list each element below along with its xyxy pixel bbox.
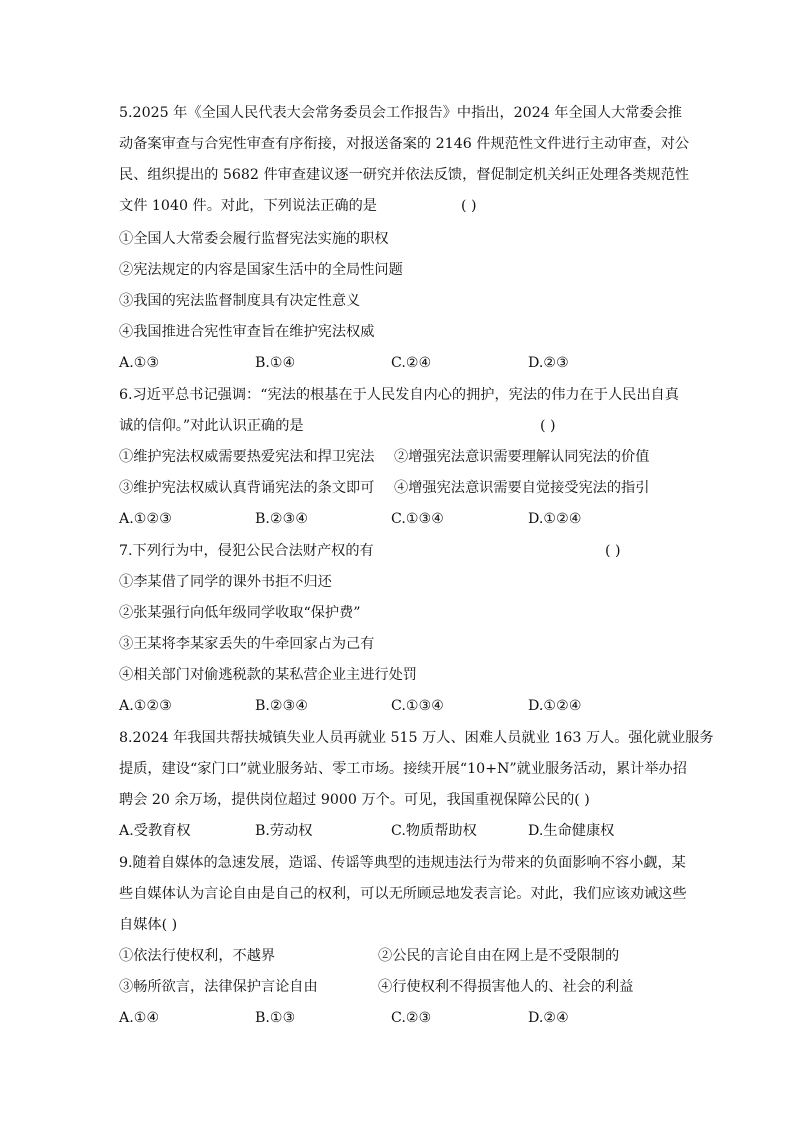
q7-choice-d: D.①②④ bbox=[528, 698, 582, 714]
q6-choice-c: C.①③④ bbox=[391, 511, 445, 527]
q5-option-4: ④我国推进合宪性审查旨在维护宪法权威 bbox=[119, 324, 375, 340]
q9-stem-line-1: 9.随着自媒体的急速发展，造谣、传谣等典型的违规违法行为带来的负面影响不容小觑，某 bbox=[119, 855, 686, 871]
q9-choice-b: B.①③ bbox=[255, 1010, 296, 1026]
q6-answer-paren: ( ) bbox=[540, 418, 556, 434]
q5-stem-line-2: 动备案审查与合宪性审查有序衔接，对报送备案的 2146 件规范性文件进行主动审查，对公 bbox=[119, 136, 690, 152]
q8-choice-d: D.生命健康权 bbox=[528, 823, 615, 839]
q6-choice-b: B.②③④ bbox=[255, 511, 309, 527]
q8-stem-line-2: 提质，建设“家门口”就业服务站、零工市场。接续开展“10+N”就业服务活动，累计举办招 bbox=[119, 761, 687, 777]
q8-stem-line-1: 8.2024 年我国共帮扶城镇失业人员再就业 515 万人、困难人员就业 163 万人。强化就业服务 bbox=[119, 730, 714, 746]
q9-option-3: ③畅所欲言，法律保护言论自由 bbox=[119, 979, 318, 995]
q5-choice-b: B.①④ bbox=[255, 355, 296, 371]
q6-choice-a: A.①②③ bbox=[119, 511, 172, 527]
q6-option-1: ①维护宪法权威需要热爱宪法和捍卫宪法 bbox=[119, 449, 375, 465]
q7-option-2: ②张某强行向低年级同学收取“保护费” bbox=[119, 605, 361, 621]
q9-choice-c: C.②③ bbox=[391, 1010, 432, 1026]
q7-option-1: ①李某借了同学的课外书拒不归还 bbox=[119, 574, 332, 590]
q8-stem-line-3: 聘会 20 余万场，提供岗位超过 9000 万个。可见，我国重视保障公民的( ) bbox=[119, 792, 590, 808]
q7-choice-b: B.②③④ bbox=[255, 698, 309, 714]
q9-choice-d: D.②④ bbox=[528, 1010, 569, 1026]
q8-choice-a: A.受教育权 bbox=[119, 823, 191, 839]
q6-stem-line-1: 6.习近平总书记强调：“宪法的根基在于人民发自内心的拥护，宪法的伟力在于人民出自真 bbox=[119, 387, 679, 403]
q7-option-4: ④相关部门对偷逃税款的某私营企业主进行处罚 bbox=[119, 667, 417, 683]
q5-choice-a: A.①③ bbox=[119, 355, 160, 371]
q9-choice-a: A.①④ bbox=[119, 1010, 160, 1026]
q5-choice-c: C.②④ bbox=[391, 355, 432, 371]
q7-answer-paren: ( ) bbox=[605, 543, 621, 559]
q8-choice-c: C.物质帮助权 bbox=[391, 823, 477, 839]
q6-option-2: ②增强宪法意识需要理解认同宪法的价值 bbox=[394, 449, 650, 465]
q5-stem-line-1: 5.2025 年《全国人民代表大会常务委员会工作报告》中指出，2024 年全国人大常委会推 bbox=[119, 105, 682, 121]
q7-choice-c: C.①③④ bbox=[391, 698, 445, 714]
q6-option-3: ③维护宪法权威认真背诵宪法的条文即可 bbox=[119, 480, 375, 496]
q5-stem-line-3: 民、组织提出的 5682 件审查建议逐一研究并依法反馈，督促制定机关纠正处理各类规范性 bbox=[119, 167, 690, 183]
q5-option-1: ①全国人大常委会履行监督宪法实施的职权 bbox=[119, 231, 389, 247]
q9-stem-line-2: 些自媒体认为言论自由是自己的权利，可以无所顾忌地发表言论。对此，我们应该劝诫这些 bbox=[119, 886, 687, 902]
q5-option-3: ③我国的宪法监督制度具有决定性意义 bbox=[119, 293, 361, 309]
q6-stem-line-2: 诚的信仰。”对此认识正确的是 bbox=[119, 418, 304, 434]
q5-choice-d: D.②③ bbox=[528, 355, 569, 371]
q5-answer-paren: ( ) bbox=[461, 198, 477, 214]
q6-choice-d: D.①②④ bbox=[528, 511, 582, 527]
q9-option-1: ①依法行使权利，不越界 bbox=[119, 948, 276, 964]
q5-option-2: ②宪法规定的内容是国家生活中的全局性问题 bbox=[119, 262, 403, 278]
q9-option-2: ②公民的言论自由在网上是不受限制的 bbox=[378, 948, 620, 964]
q7-option-3: ③王某将李某家丢失的牛牵回家占为己有 bbox=[119, 636, 375, 652]
q5-stem-line-4: 文件 1040 件。对此，下列说法正确的是 bbox=[119, 198, 377, 214]
q7-stem-line-1: 7.下列行为中，侵犯公民合法财产权的有 bbox=[119, 543, 374, 559]
q7-choice-a: A.①②③ bbox=[119, 698, 172, 714]
q8-choice-b: B.劳动权 bbox=[255, 823, 313, 839]
q6-option-4: ④增强宪法意识需要自觉接受宪法的指引 bbox=[394, 480, 650, 496]
q9-option-4: ④行使权利不得损害他人的、社会的利益 bbox=[378, 979, 634, 995]
q9-stem-line-3: 自媒体( ) bbox=[119, 917, 178, 933]
